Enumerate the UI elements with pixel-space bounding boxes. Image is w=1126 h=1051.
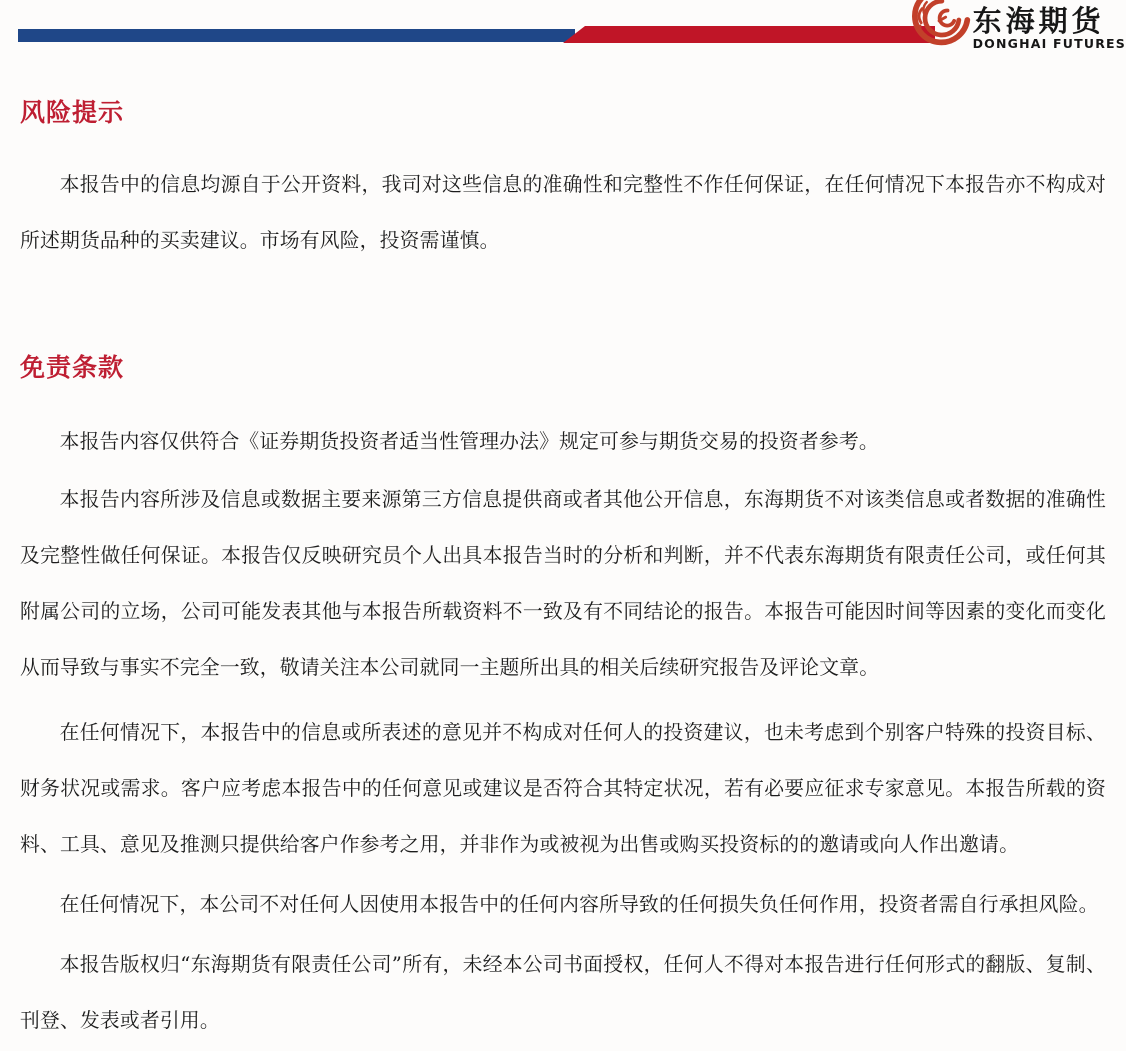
disclaimer-paragraph-2: 本报告内容所涉及信息或数据主要来源第三方信息提供商或者其他公开信息，东海期货不对该类信息或者数据的准确性及完整性做任何保证。本报告仅反映研究员个人出具本报告当时的分析和判断，并不代表东海期货有限责任公司，或任何其附属公司的立场，公司可能发表其他与本报告所载资料不一致及有不同结论的报告。本报告可能因时间等因素的变化而变化从而导致与事实不完全一致，敬请关注本公司就同一主题所出具的相关后续研究报告及评论文章。 [20,488,1106,679]
disclaimer-paragraph-5: 本报告版权归“东海期货有限责任公司”所有，未经本公司书面授权，任何人不得对本报告进行任何形式的翻版、复制、刊登、发表或者引用。 [20,953,1106,1032]
disclaimer-paragraph-4: 在任何情况下，本公司不对任何人因使用本报告中的任何内容所导致的任何损失负任何作用，投资者需自行承担风险。 [59,893,1099,916]
disclaimer-paragraph-1: 本报告内容仅供符合《证券期货投资者适当性管理办法》规定可参与期货交易的投资者参考。 [59,430,879,453]
risk-warning-paragraph: 本报告中的信息均源自于公开资料，我司对这些信息的准确性和完整性不作任何保证，在任何情况下本报告亦不构成对所述期货品种的买卖建议。市场有风险，投资需谨慎。 [20,173,1106,252]
disclaimer-heading: 免责条款 [20,353,125,382]
brand-name-chinese: 东海期货 [972,4,1105,38]
disclaimer-paragraph-3: 在任何情况下，本报告中的信息或所表述的意见并不构成对任何人的投资建议，也未考虑到个别客户特殊的投资目标、财务状况或需求。客户应考虑本报告中的任何意见或建议是否符合其特定状况，若有必要应征求专家意见。本报告所载的资料、工具、意见及推测只提供给客户作参考之用，并非作为或被视为出售或购买投资标的的邀请或向人作出邀请。 [20,721,1106,856]
brand-logo-text [973,0,1126,51]
header-bar-blue [18,29,575,42]
risk-warning-heading: 风险提示 [20,98,125,127]
header-bar-red [563,26,935,43]
brand-name-english: DONGHAI FUTURES [972,36,1126,51]
phoenix-swirl-icon [909,0,971,52]
brand-logo [909,0,1126,52]
